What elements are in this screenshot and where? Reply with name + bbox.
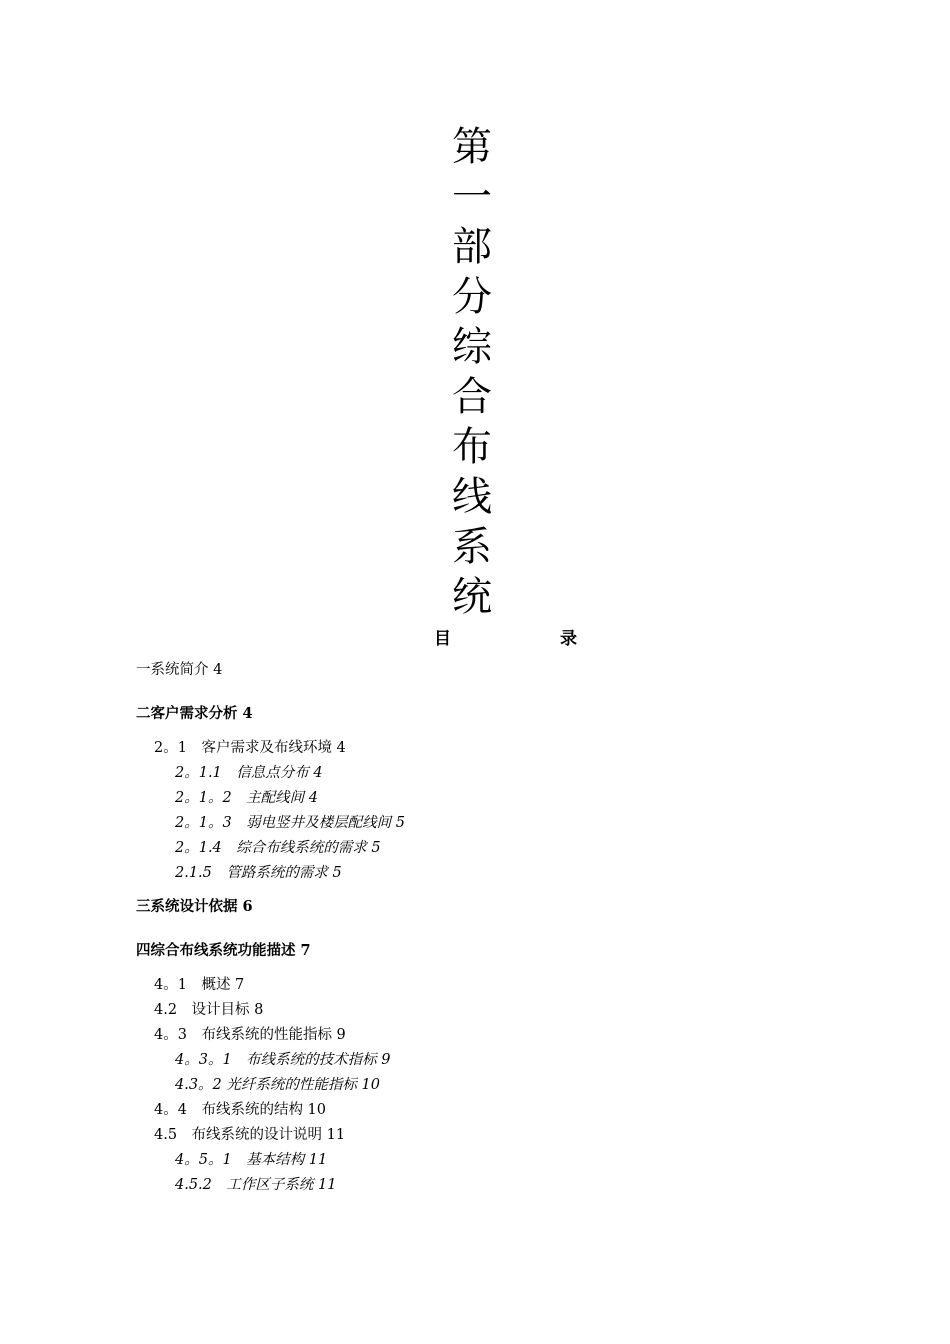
title-char: 分 (452, 274, 492, 320)
toc-entry[interactable]: 2。1.4 综合布线系统的需求 5 (175, 840, 381, 856)
toc-entry[interactable]: 2。1 客户需求及布线环境 4 (154, 740, 346, 756)
title-char: 线 (452, 474, 492, 520)
toc-entry[interactable]: 2。1。2 主配线间 4 (175, 790, 319, 806)
toc-entry[interactable]: 二客户需求分析 4 (136, 705, 253, 722)
title-char: 部 (452, 224, 492, 270)
toc-entry[interactable]: 2.1.5 管路系统的需求 5 (175, 865, 342, 881)
toc-entry[interactable]: 4.5.2 工作区子系统 11 (175, 1177, 337, 1193)
toc-entry[interactable]: 四综合布线系统功能描述 7 (136, 942, 311, 959)
toc-entry[interactable]: 4。3。1 布线系统的技术指标 9 (175, 1052, 391, 1068)
toc-entry[interactable]: 2。1.1 信息点分布 4 (175, 765, 323, 781)
toc-entry[interactable]: 4。1 概述 7 (154, 977, 245, 993)
title-char: 第 (452, 124, 492, 170)
title-char: 系 (452, 524, 492, 570)
title-char: 一 (452, 174, 492, 220)
title-char: 综 (452, 324, 492, 370)
title-char: 布 (452, 424, 492, 470)
toc-entry[interactable]: 4.3。2 光纤系统的性能指标 10 (175, 1077, 380, 1093)
title-char: 合 (452, 374, 492, 420)
document-title (448, 122, 496, 622)
toc-entry[interactable]: 4.2 设计目标 8 (154, 1002, 264, 1018)
title-char: 统 (452, 574, 492, 620)
toc-entry[interactable]: 4。5。1 基本结构 11 (175, 1152, 328, 1168)
toc-entry[interactable]: 2。1。3 弱电竖井及楼层配线间 5 (175, 815, 406, 831)
toc-entry[interactable]: 三系统设计依据 6 (136, 898, 253, 915)
toc-entry[interactable]: 4.5 布线系统的设计说明 11 (154, 1127, 346, 1143)
toc-entry[interactable]: 4。3 布线系统的性能指标 9 (154, 1027, 346, 1043)
toc-heading: 目 录 (434, 629, 623, 649)
toc-entry[interactable]: 4。4 布线系统的结构 10 (154, 1102, 327, 1118)
toc-entry[interactable]: 一系统简介 4 (136, 662, 223, 678)
